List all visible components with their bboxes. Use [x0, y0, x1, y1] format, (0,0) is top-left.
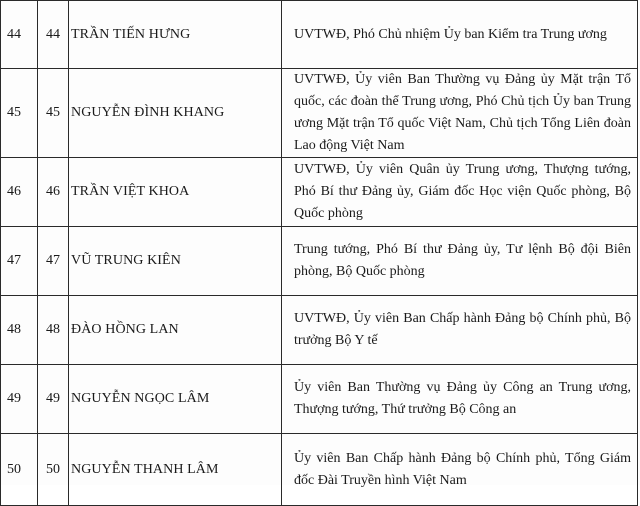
row-order-number: 47 — [1, 227, 38, 296]
row-full-name: VŨ TRUNG KIÊN — [69, 227, 282, 296]
row-full-name: NGUYỄN NGỌC LÂM — [69, 365, 282, 434]
table-row — [1, 69, 638, 158]
row-order-number: 45 — [1, 69, 38, 158]
row-full-name: TRẦN TIẾN HƯNG — [69, 1, 282, 69]
table-row — [1, 434, 638, 506]
row-position: Trung tướng, Phó Bí thư Đảng ủy, Tư lệnh Bộ đội Biên phòng, Bộ Quốc phòng — [282, 227, 638, 296]
table-row — [1, 227, 638, 296]
row-position: Ủy viên Ban Chấp hành Đảng bộ Chính phủ, Tổng Giám đốc Đài Truyền hình Việt Nam — [282, 434, 638, 506]
row-order-number: 50 — [1, 434, 38, 506]
row-list-number: 49 — [38, 365, 69, 434]
row-position: UVTWĐ, Ủy viên Quân ủy Trung ương, Thượng tướng, Phó Bí thư Đảng ủy, Giám đốc Học viện Quốc phòng, Bộ Quốc phòng — [282, 158, 638, 227]
row-order-number: 44 — [1, 1, 38, 69]
row-position: UVTWĐ, Ủy viên Ban Thường vụ Đảng ủy Mặt trận Tổ quốc, các đoàn thể Trung ương, Phó Chủ tịch Ủy ban Trung ương Mặt trận Tổ quốc Việt Nam, Chủ tịch Tổng Liên đoàn Lao động Việt Nam — [282, 69, 638, 158]
table-row — [1, 296, 638, 365]
row-list-number: 47 — [38, 227, 69, 296]
row-position: Ủy viên Ban Thường vụ Đảng ủy Công an Trung ương, Thượng tướng, Thứ trưởng Bộ Công an — [282, 365, 638, 434]
row-full-name: TRẦN VIỆT KHOA — [69, 158, 282, 227]
row-full-name: NGUYỄN ĐÌNH KHANG — [69, 69, 282, 158]
row-position: UVTWĐ, Phó Chủ nhiệm Ủy ban Kiểm tra Trung ương — [282, 1, 638, 69]
table-row — [1, 365, 638, 434]
row-order-number: 46 — [1, 158, 38, 227]
row-list-number: 50 — [38, 434, 69, 506]
row-list-number: 44 — [38, 1, 69, 69]
row-position: UVTWĐ, Ủy viên Ban Chấp hành Đảng bộ Chính phủ, Bộ trưởng Bộ Y tế — [282, 296, 638, 365]
row-list-number: 48 — [38, 296, 69, 365]
row-full-name: NGUYỄN THANH LÂM — [69, 434, 282, 506]
row-order-number: 48 — [1, 296, 38, 365]
row-full-name: ĐÀO HỒNG LAN — [69, 296, 282, 365]
row-list-number: 45 — [38, 69, 69, 158]
row-order-number: 49 — [1, 365, 38, 434]
table-row — [1, 158, 638, 227]
row-list-number: 46 — [38, 158, 69, 227]
table-row — [1, 1, 638, 69]
